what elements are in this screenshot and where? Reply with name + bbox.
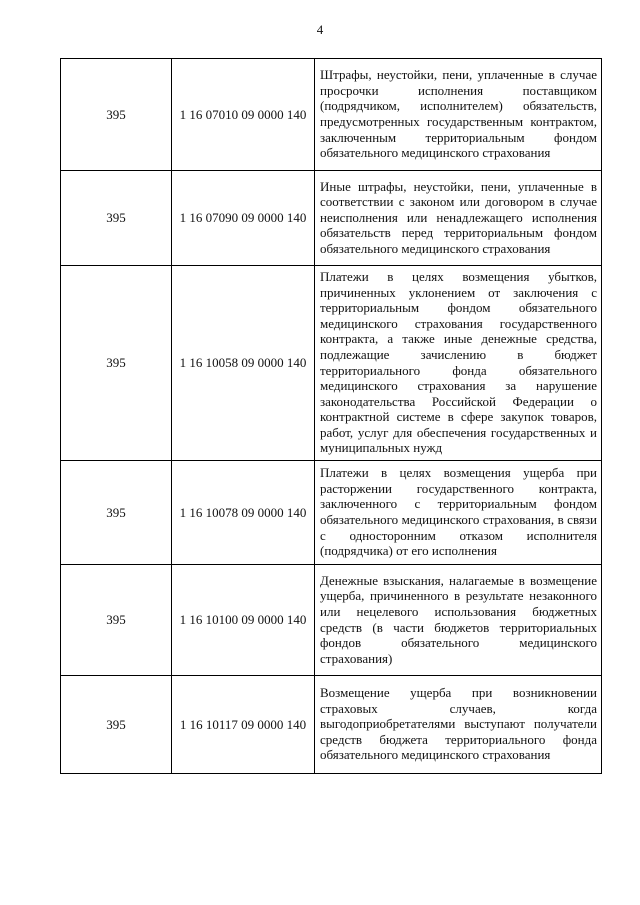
description-cell: Штрафы, неустойки, пени, уплаченные в случае просрочки исполнения поставщиком (подрядчиком, исполнителем) обязательств, предусмотренных государственным контрактом, заключенным территориальным фондом обязательного медицинского страхования (315, 59, 602, 171)
table-row (61, 676, 602, 774)
kbk-code-cell: 1 16 10058 09 0000 140 (172, 266, 315, 461)
kbk-code-cell: 1 16 10078 09 0000 140 (172, 461, 315, 565)
table-row (61, 59, 602, 171)
description-cell: Платежи в целях возмещения убытков, причиненных уклонением от заключения с территориальным фондом обязательного медицинского страхования государственного контракта, а также иные денежные средства, подлежащие зачислению в бюджет территориального фонда обязательного медицинского страхования за нарушение законодательства Российской Федерации о контрактной системе в сфере закупок товаров, работ, услуг для обеспечения государственных и муниципальных нужд (315, 266, 602, 461)
description-cell: Денежные взыскания, налагаемые в возмещение ущерба, причиненного в результате незаконного или нецелевого использования бюджетных средств (в части бюджетов территориальных фондов обязательного медицинского страхования) (315, 565, 602, 676)
kbk-code-cell: 1 16 07010 09 0000 140 (172, 59, 315, 171)
description-cell: Иные штрафы, неустойки, пени, уплаченные в соответствии с законом или договором в случае неисполнения или ненадлежащего исполнения обязательств перед территориальным фондом обязательного медицинского страхования (315, 171, 602, 266)
kbk-code-cell: 1 16 10100 09 0000 140 (172, 565, 315, 676)
table-row (61, 171, 602, 266)
admin-code-cell: 395 (61, 59, 172, 171)
kbk-code-cell: 1 16 10117 09 0000 140 (172, 676, 315, 774)
page-number: 4 (316, 22, 324, 37)
admin-code-cell: 395 (61, 461, 172, 565)
table-row (61, 461, 602, 565)
admin-code-cell: 395 (61, 266, 172, 461)
description-cell: Платежи в целях возмещения ущерба при расторжении государственного контракта, заключенного с территориальным фондом обязательного медицинского страхования, в связи с односторонним отказом исполнителя (подрядчика) от его исполнения (315, 461, 602, 565)
income-codes-table (60, 58, 602, 774)
admin-code-cell: 395 (61, 171, 172, 266)
admin-code-cell: 395 (61, 565, 172, 676)
kbk-code-cell: 1 16 07090 09 0000 140 (172, 171, 315, 266)
description-cell: Возмещение ущерба при возникновении страховых случаев, когда выгодоприобретателями выступают получатели средств бюджета территориального фонда обязательного медицинского страхования (315, 676, 602, 774)
table-row (61, 565, 602, 676)
table-row (61, 266, 602, 461)
admin-code-cell: 395 (61, 676, 172, 774)
